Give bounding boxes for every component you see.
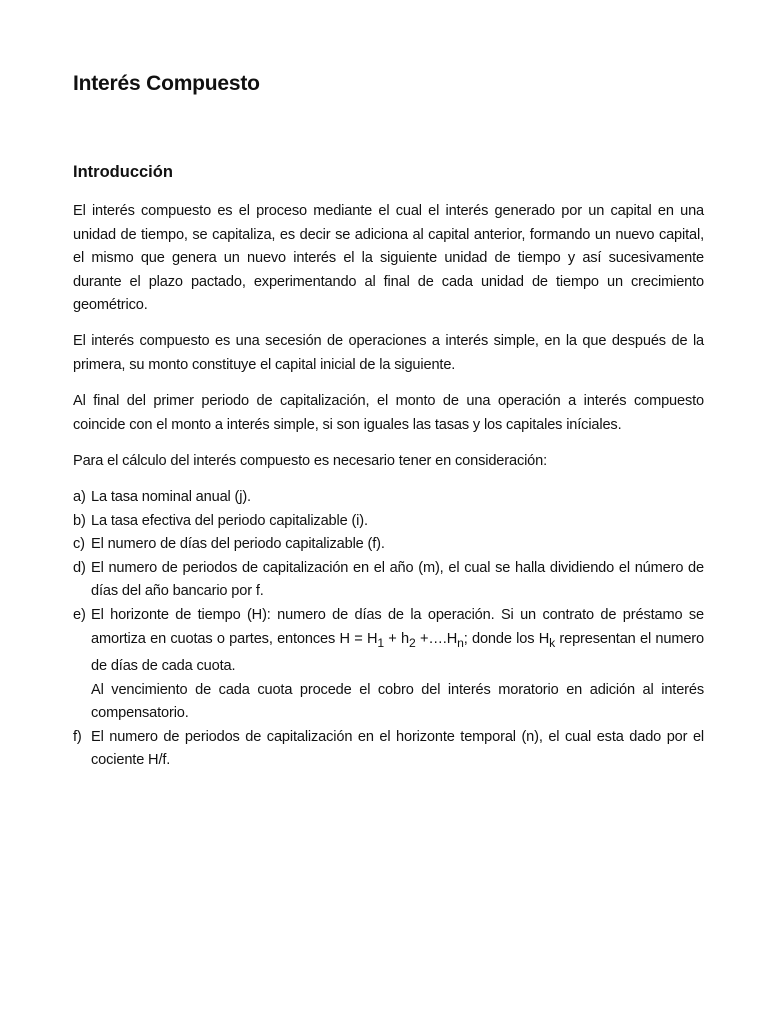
- list-item-text: La tasa nominal anual (j).: [91, 488, 251, 505]
- paragraph-3: Al final del primer periodo de capitalización, el monto de una operación a interés compuesto coincide con el monto a interés simple, si son iguales las tasas y los capitales iníciales.: [73, 393, 704, 433]
- list-marker: f): [73, 728, 82, 745]
- list-marker: c): [73, 536, 85, 553]
- list-marker: a): [73, 488, 86, 505]
- paragraph-4: Para el cálculo del interés compuesto es necesario tener en consideración:: [73, 452, 548, 469]
- list-item-text: El numero de días del periodo capitalizable (f).: [91, 536, 385, 553]
- list-marker: d): [73, 559, 86, 576]
- paragraph-2: El interés compuesto es una secesión de operaciones a interés simple, en la que después de la primera, su monto constituye el capital inicial de la siguiente.: [73, 333, 704, 374]
- document-body: [73, 200, 704, 773]
- subscript: n: [457, 635, 464, 650]
- list-item-c: [73, 533, 704, 557]
- document-title: Interés Compuesto: [73, 72, 260, 95]
- list-item-text: El numero de periodos de capitalización en el horizonte temporal (n), el cual esta dado por el cociente H/f.: [91, 728, 704, 769]
- subscript: 2: [409, 635, 416, 650]
- considerations-list: [73, 486, 704, 773]
- subscript: k: [549, 635, 556, 650]
- list-marker: e): [73, 606, 86, 623]
- list-item-text: El horizonte de tiempo (H): numero de días de la operación. Si un contrato de préstamo se amortiza en cuotas o partes, entonces $H = H_1 + h_2$ $+\dots.H_n$; donde los $H_k$ representan el numero de días de cada cuota.: [91, 606, 704, 674]
- list-item-d: [73, 557, 704, 604]
- paragraph-1: El interés compuesto es el proceso mediante el cual el interés generado por un capital en una unidad de tiempo, se capitaliza, es decir se adiciona al capital anterior, formando un nuevo capital, el mismo que genera un nuevo interés el la siguiente unidad de tiempo y así sucesivamente durante el plazo pactado, experimentando al final de cada unidad de tiempo un crecimiento geométrico.: [73, 203, 704, 314]
- list-item-e: [73, 604, 704, 726]
- list-item-note: Al vencimiento de cada cuota procede el cobro del interés moratorio en adición al interés compensatorio.: [91, 681, 704, 722]
- list-marker: b): [73, 512, 86, 529]
- subscript: 1: [377, 635, 384, 650]
- list-item-text: El numero de periodos de capitalización en el año (m), el cual se halla dividiendo el número de días del año bancario por f.: [91, 559, 704, 600]
- section-heading: Introducción: [73, 163, 173, 181]
- list-item-a: [73, 486, 704, 510]
- list-item-b: [73, 510, 704, 534]
- list-item-text: La tasa efectiva del periodo capitalizable (i).: [91, 512, 368, 529]
- list-item-f: [73, 726, 704, 773]
